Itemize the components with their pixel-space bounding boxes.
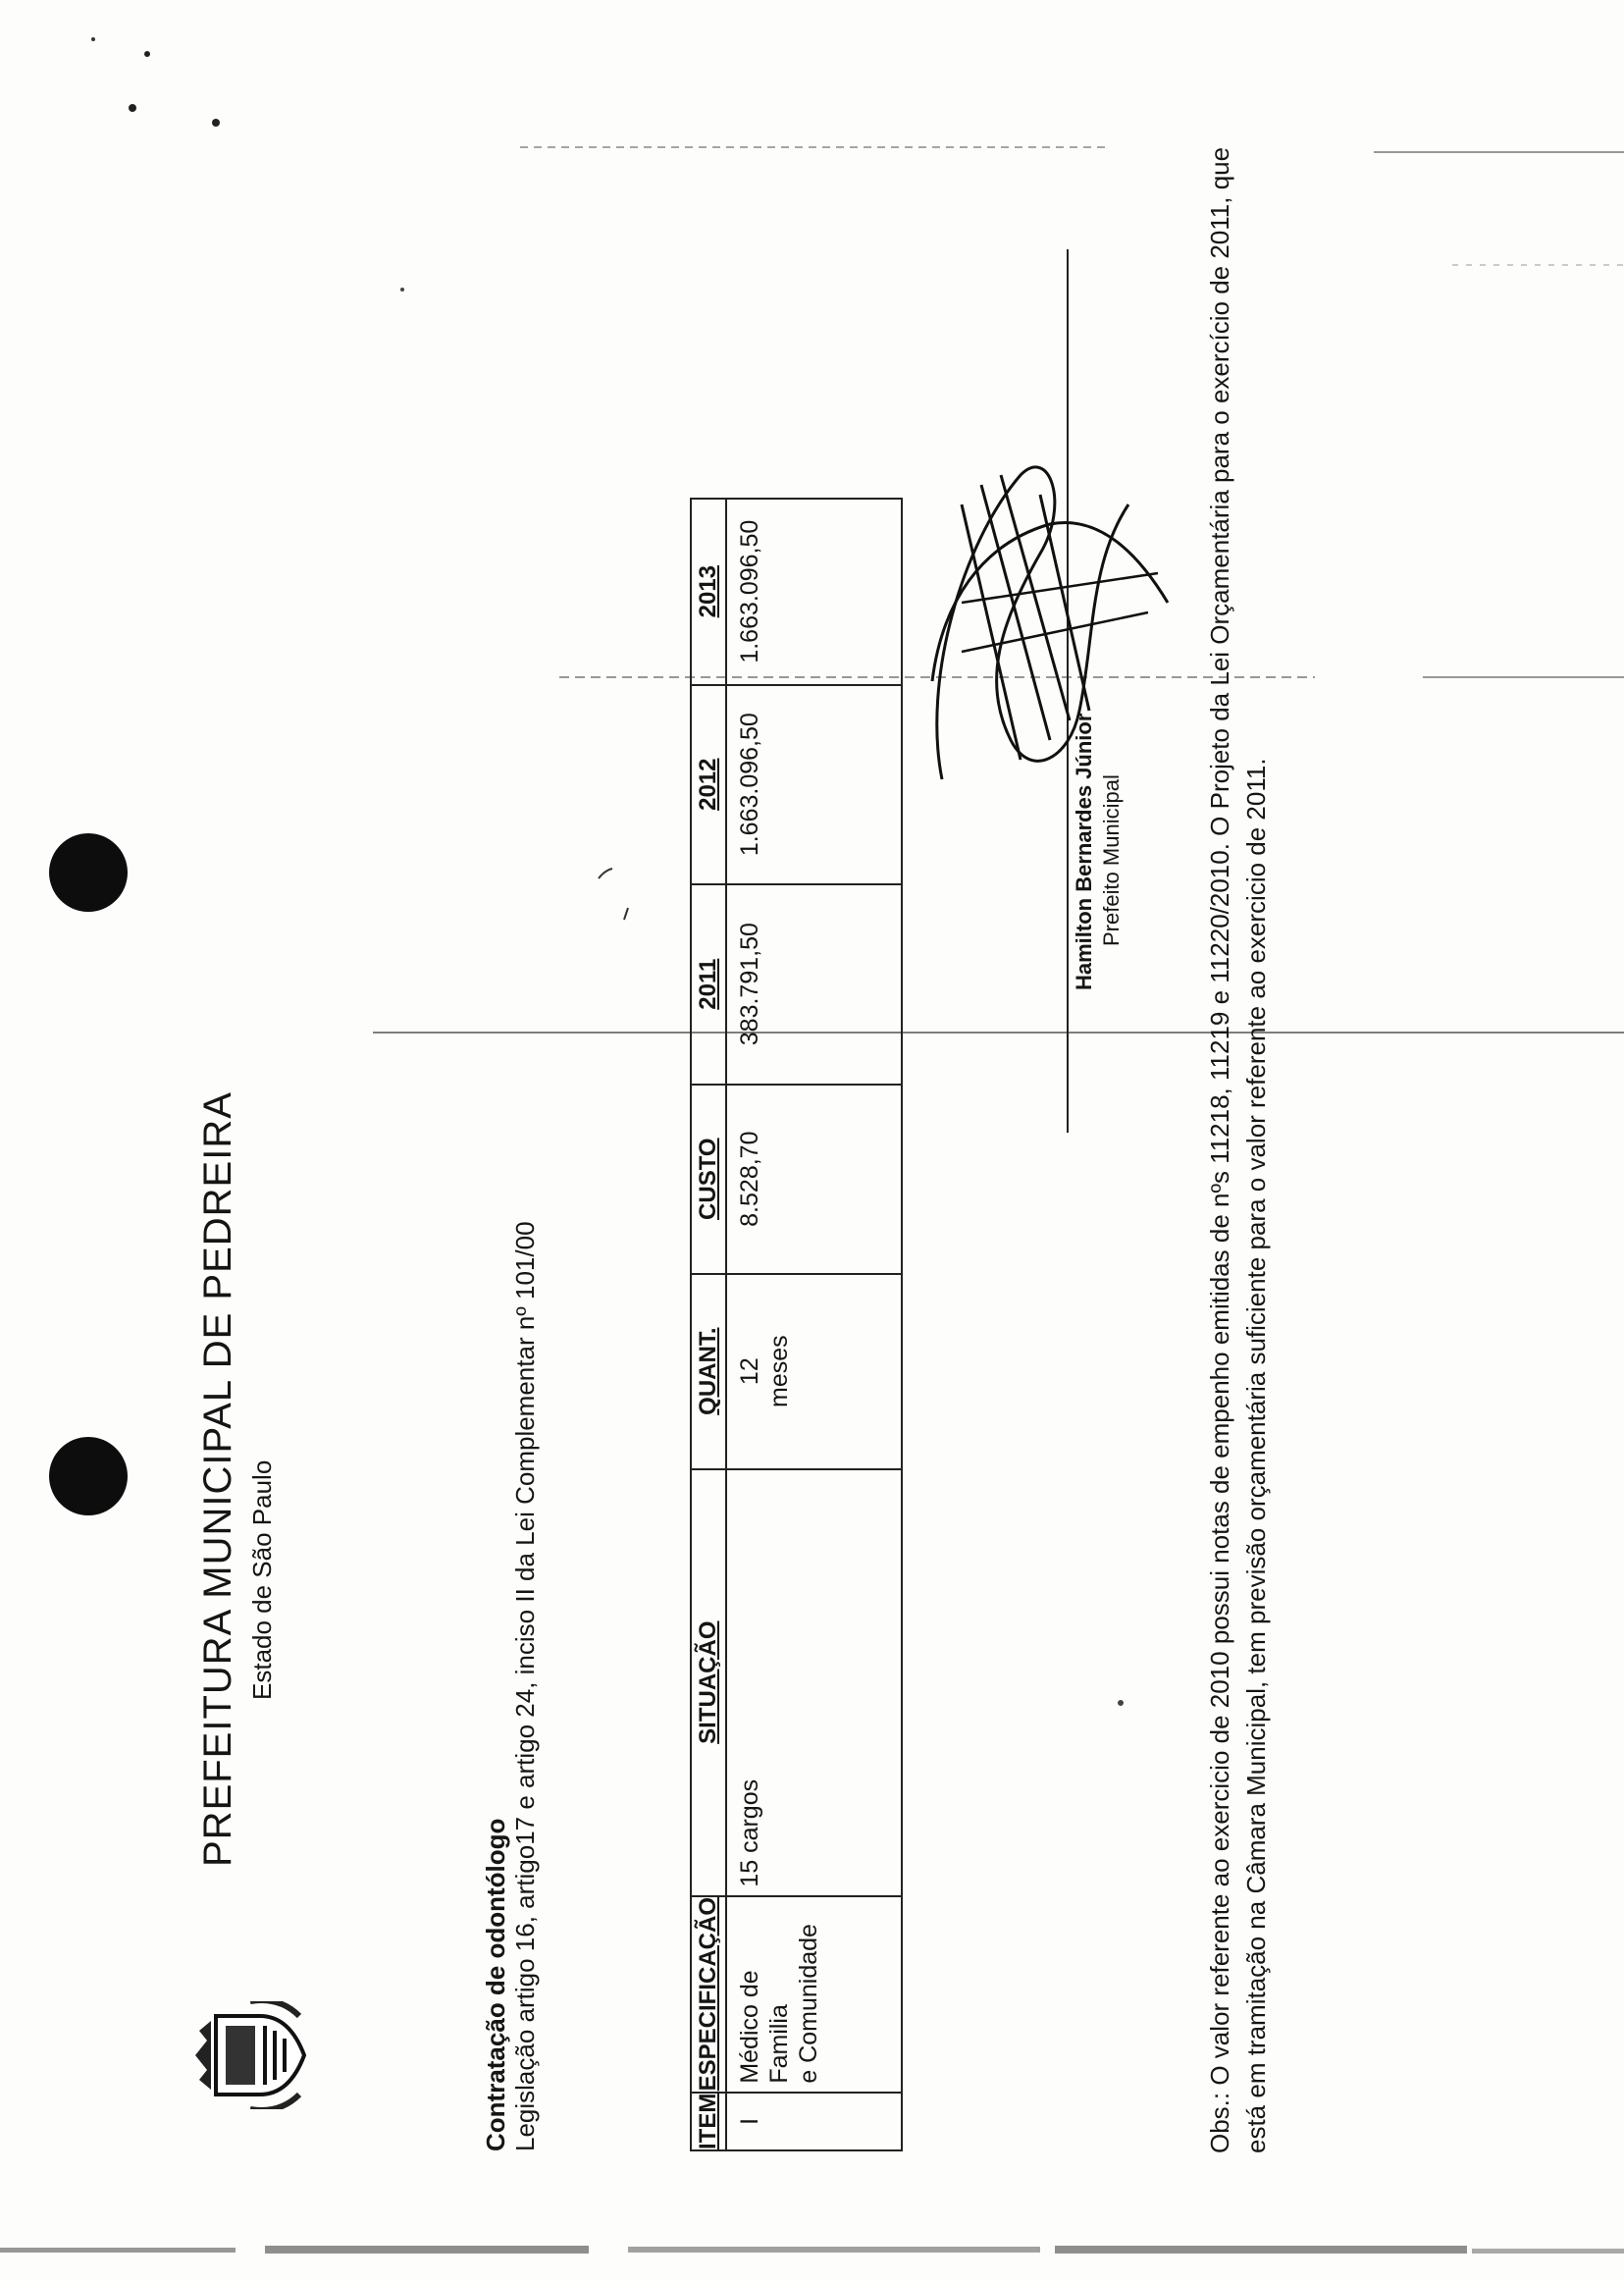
col-header-2013: 2013: [691, 499, 726, 685]
page-subtitle: Estado de São Paulo: [247, 1459, 277, 1700]
table-row: [726, 499, 902, 2150]
handwritten-signature: [903, 446, 1197, 799]
col-header-2012: 2012: [691, 685, 726, 884]
observation-note: Obs.: O valor referente ao exercicio de 2010 possui notas de empenho emitidas de nºs 11218, 11219 e 11220/2010. O Projeto da Lei Orçamentária para o exercício de 2011, que está em tramitação na Câmara Municipal, tem previsão orçamentária suficiente para o valor referente ao exercicio de 2011.: [1205, 146, 1271, 2153]
col-header-custo: CUSTO: [691, 1085, 726, 1274]
page-title: PREFEITURA MUNICIPAL DE PEDREIRA: [196, 1091, 239, 1867]
col-header-quant: QUANT.: [691, 1274, 726, 1469]
document-heading: Contratação de odontólogo: [481, 1818, 510, 2151]
col-header-situacao: SITUAÇÃO: [691, 1469, 726, 1896]
col-header-2011: 2011: [691, 884, 726, 1085]
punch-hole-left: [49, 1437, 128, 1515]
cell-especificacao-line1: Médico de Familia: [736, 1970, 793, 2084]
cell-item: I: [726, 2093, 902, 2150]
legislation-reference: Legislação artigo 16, artigo17 e artigo 24, inciso II da Lei Complementar nº 101/00: [510, 1221, 540, 2151]
signer-role: Prefeito Municipal: [1099, 774, 1124, 946]
col-header-item: ITEM: [691, 2093, 726, 2150]
cell-quant: [726, 1274, 902, 1469]
cell-2012: 1.663.096,50: [726, 685, 902, 884]
cell-situacao: 15 cargos: [726, 1469, 902, 1896]
cell-custo: 8.528,70: [726, 1085, 902, 1274]
cell-quant-line1: 12: [736, 1357, 763, 1386]
cell-2013: 1.663.096,50: [726, 499, 902, 685]
punch-hole-right: [49, 833, 128, 912]
table-header-row: [691, 499, 726, 2150]
cell-especificacao-line2: e Comunidade: [795, 1924, 822, 2084]
signer-name: Hamilton Bernardes Júnior: [1072, 713, 1096, 990]
cell-especificacao: [726, 1896, 902, 2093]
municipal-crest-icon: [191, 2001, 309, 2109]
cell-2011: 383.791,50: [726, 884, 902, 1085]
col-header-especificacao: ESPECIFICAÇÃO: [691, 1896, 726, 2093]
budget-table: [690, 498, 903, 2151]
cell-quant-line2: meses: [765, 1335, 793, 1407]
